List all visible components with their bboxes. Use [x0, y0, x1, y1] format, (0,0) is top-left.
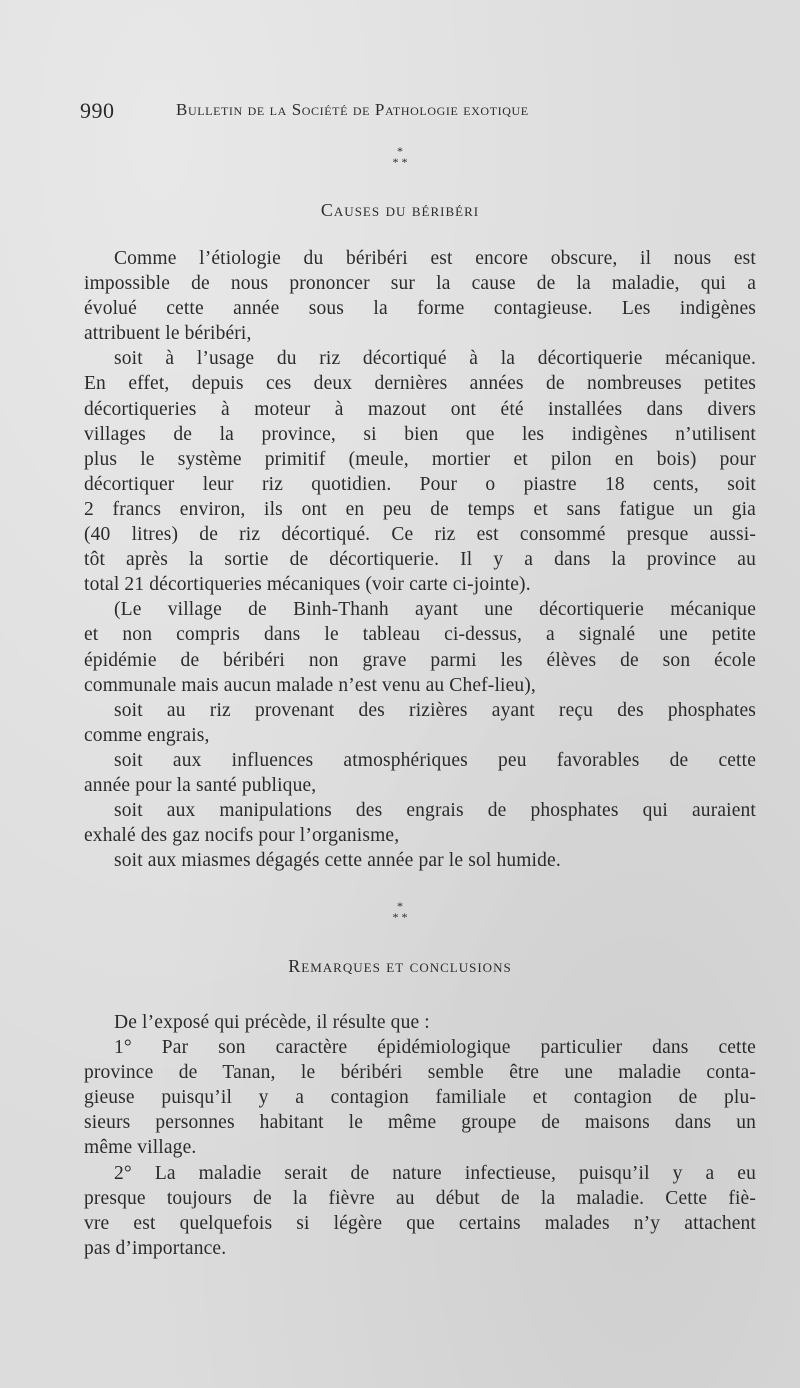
ornament-bottom-stars: * * [392, 910, 408, 924]
section-title-conclusions: Remarques et conclusions [288, 956, 512, 976]
text-line: 2 francs environ, ils ont en peu de temps et sans fatigue un gia [84, 498, 756, 520]
text-line: 1° Par son caractère épidémiologique particulier dans cette [114, 1037, 756, 1059]
text-line: (Le village de Binh-Thanh ayant une décortiquerie mécanique [114, 599, 756, 621]
text-line: villages de la province, si bien que les indigènes n’utilisent [84, 423, 756, 445]
text-line: soit au riz provenant des rizières ayant reçu des phosphates [114, 699, 756, 721]
text-line: même village. [84, 1137, 197, 1159]
text-line: tôt après la sortie de décortiquerie. Il y a dans la province au [84, 549, 756, 571]
text-line: presque toujours de la fièvre au début de la maladie. Cette fiè- [84, 1187, 756, 1209]
text-line: (40 litres) de riz décortiqué. Ce riz est consommé presque aussi- [84, 524, 756, 546]
text-line: total 21 décortiqueries mécaniques (voir carte ci-jointe). [84, 574, 531, 596]
text-line: attribuent le béribéri, [84, 323, 252, 345]
text-line: soit aux manipulations des engrais de phosphates qui auraient [114, 800, 756, 822]
section-ornament-1 [370, 146, 430, 168]
text-line: 2° La maladie serait de nature infectieuse, puisqu’il y a eu [114, 1162, 756, 1184]
text-line: plus le système primitif (meule, mortier et pilon en bois) pour [84, 448, 756, 470]
section-title-causes: Causes du béribéri [320, 200, 480, 220]
text-line: De l’exposé qui précède, il résulte que : [114, 1012, 430, 1033]
text-line: gieuse puisqu’il y a contagion familiale et contagion de plu- [84, 1087, 756, 1109]
ornament-top-star: * [397, 144, 403, 158]
section-ornament-2 [370, 901, 430, 923]
running-head [80, 98, 760, 126]
text-line: impossible de nous prononcer sur la cause de la maladie, qui a [84, 273, 756, 295]
page-number: 990 [80, 98, 115, 123]
text-line: année pour la santé publique, [84, 774, 317, 796]
text-line: décortiqueries à moteur à mazout ont été installées dans divers [84, 398, 756, 420]
text-line: vre est quelquefois si légère que certains malades n’y attachent [84, 1212, 756, 1234]
text-line: sieurs personnes habitant le même groupe de maisons dans un [84, 1112, 756, 1134]
text-line: soit à l’usage du riz décortiqué à la décortiquerie mécanique. [114, 348, 756, 370]
text-line: pas d’importance. [84, 1237, 227, 1259]
text-line: évolué cette année sous la forme contagieuse. Les indigènes [84, 298, 756, 320]
ornament-bottom-stars: * * [392, 155, 408, 169]
text-line: épidémie de béribéri non grave parmi les élèves de son école [84, 649, 756, 671]
ornament-top-star: * [397, 899, 403, 913]
text-line: exhalé des gaz nocifs pour l’organisme, [84, 825, 400, 847]
running-title: Bulletin de la Société de Pathologie exotique [176, 100, 529, 119]
text-line: et non compris dans le tableau ci-dessus, a signalé une petite [84, 624, 756, 646]
text-line: En effet, depuis ces deux dernières années de nombreuses petites [84, 373, 756, 395]
text-line: communale mais aucun malade n’est venu au Chef-lieu), [84, 674, 536, 696]
section-body-causes [84, 246, 756, 873]
text-line: soit aux miasmes dégagés cette année par le sol humide. [114, 850, 561, 872]
text-line: Comme l’étiologie du béribéri est encore obscure, il nous est [114, 248, 756, 269]
text-line: comme engrais, [84, 724, 210, 746]
text-line: province de Tanan, le béribéri semble être une maladie conta- [84, 1062, 756, 1084]
text-line: soit aux influences atmosphériques peu favorables de cette [114, 749, 756, 771]
text-line: décortiquer leur riz quotidien. Pour o piastre 18 cents, soit [84, 473, 756, 495]
section-body-conclusions [84, 1010, 756, 1261]
